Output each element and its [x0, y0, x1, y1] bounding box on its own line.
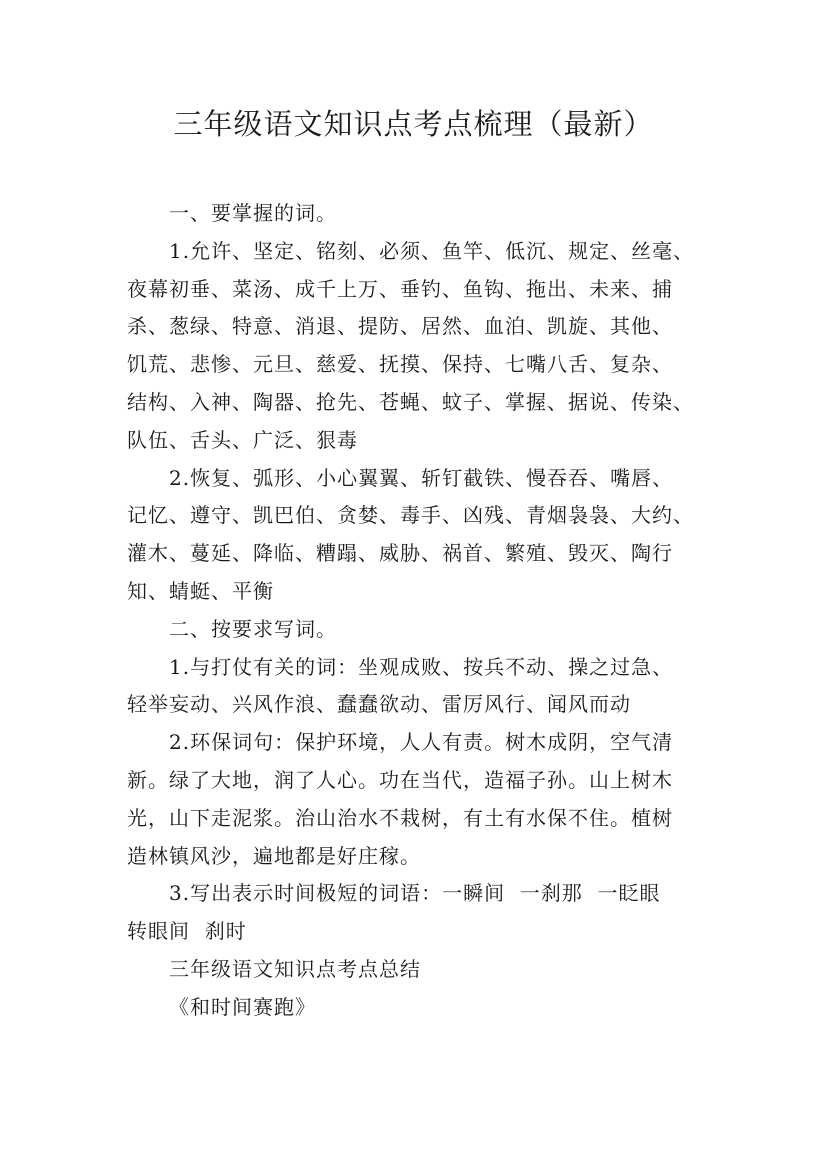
- text-line: 灌木、蔓延、降临、糟蹋、威胁、祸首、繁殖、毁灭、陶行: [127, 541, 673, 566]
- section2-item1: [127, 649, 717, 725]
- summary-heading: 三年级语文知识点考点总结: [169, 956, 421, 981]
- text-line: 1.与打仗有关的词：坐观成败、按兵不动、操之过急、: [169, 654, 674, 679]
- text-line: 转眼间 刹时: [127, 919, 247, 944]
- text-line: 知、蜻蜓、平衡: [127, 578, 274, 603]
- document-body: [127, 195, 717, 1027]
- lesson-title: 《和时间赛跑》: [169, 994, 316, 1019]
- text-line: 轻举妄动、兴风作浪、蠢蠢欲动、雷厉风行、闻风而动: [127, 692, 631, 717]
- text-line: 2.恢复、弧形、小心翼翼、斩钉截铁、慢吞吞、嘴唇、: [169, 465, 674, 490]
- text-line: 光，山下走泥浆。治山治水不栽树，有土有水保不住。植树: [127, 805, 673, 830]
- text-line: 新。绿了大地，润了人心。功在当代，造福子孙。山上树木: [127, 767, 673, 792]
- text-line: 3.写出表示时间极短的词语：一瞬间 一刹那 一眨眼: [169, 881, 661, 906]
- text-line: 2.环保词句：保护环境，人人有责。树木成阴，空气清: [169, 730, 674, 755]
- section1-heading: 一、要掌握的词。: [169, 201, 337, 225]
- text-line: 队伍、舌头、广泛、狠毒: [127, 427, 358, 452]
- text-line: 饥荒、悲惨、元旦、慈爱、抚摸、保持、七嘴八舌、复杂、: [127, 352, 673, 377]
- text-line: 杀、葱绿、特意、消退、提防、居然、血泊、凯旋、其他、: [127, 314, 673, 339]
- section2-item3: [127, 875, 717, 951]
- text-line: 夜幕初垂、菜汤、成千上万、垂钓、鱼钩、拖出、未来、捕: [127, 276, 673, 301]
- document-title: 三年级语文知识点考点梳理（最新）: [173, 107, 654, 141]
- text-line: 1.允许、坚定、铭刻、必须、鱼竿、低沉、规定、丝毫、: [169, 238, 695, 263]
- section2-item2: [127, 724, 717, 875]
- text-line: 造林镇风沙，遍地都是好庄稼。: [127, 843, 421, 868]
- section1-item1: [127, 233, 717, 460]
- section2-heading: 二、按要求写词。: [169, 616, 337, 641]
- text-line: 结构、入神、陶器、抢先、苍蝇、蚊子、掌握、据说、传染、: [127, 389, 694, 414]
- section1-item2: [127, 460, 717, 611]
- text-line: 记忆、遵守、凯巴伯、贪婪、毒手、凶残、青烟袅袅、大约、: [127, 503, 694, 528]
